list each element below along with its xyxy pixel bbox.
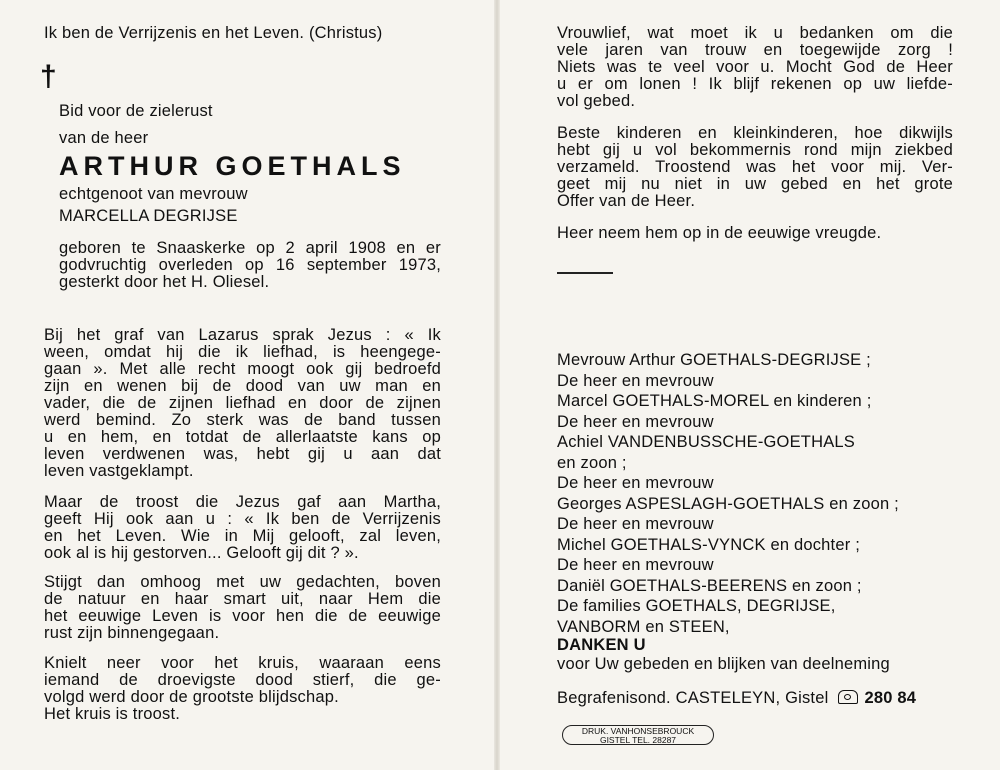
family-line: Mevrouw Arthur GOETHALS-DEGRIJSE ; bbox=[557, 351, 871, 369]
martha-paragraph bbox=[44, 494, 441, 562]
phone-number: 280 84 bbox=[864, 689, 917, 707]
birth-line: geboren te Snaaskerke op 2 april 1908 en er bbox=[59, 239, 441, 257]
deceased-name: ARTHUR GOETHALS bbox=[59, 151, 406, 181]
stijgt-paragraph bbox=[44, 574, 441, 642]
prayer-line: Bid voor de zielerust bbox=[59, 102, 213, 120]
closing-prayer: Heer neem hem op in de eeuwige vreugde. bbox=[557, 224, 882, 242]
thanks-title: DANKEN U bbox=[557, 636, 646, 654]
family-list bbox=[557, 350, 957, 637]
lazarus-paragraph bbox=[44, 327, 441, 480]
family-line: Michel GOETHALS-VYNCK en dochter ; bbox=[557, 535, 860, 554]
printer-name: DRUK. VANHONSEBROUCK bbox=[581, 726, 695, 736]
divider bbox=[557, 272, 613, 274]
left-panel bbox=[0, 0, 490, 770]
text-line: iemand de droevigste dood stierf, die ge- bbox=[44, 671, 441, 689]
spouse-name: MARCELLA DEGRIJSE bbox=[59, 207, 238, 225]
family-line: De families GOETHALS, DEGRIJSE, bbox=[557, 597, 836, 615]
text-line: ook al is hij gestorven... Gelooft gij dit ? ». bbox=[44, 544, 359, 562]
text-line: rust zijn binnengegaan. bbox=[44, 624, 220, 642]
text-line: vele jaren van trouw en toegewijde zorg ! bbox=[557, 41, 953, 59]
wife-paragraph bbox=[557, 25, 953, 110]
thanks-line: voor Uw gebeden en blijken van deelneming bbox=[557, 655, 890, 673]
text-line: Offer van de Heer. bbox=[557, 192, 696, 210]
text-line: Het kruis is troost. bbox=[44, 705, 181, 723]
text-line: hebt gij u vol bekommernis rond mijn ziekbed bbox=[557, 141, 953, 159]
text-line: Niets was te veel voor u. Mocht God de Heer bbox=[557, 58, 953, 76]
van-de-heer: van de heer bbox=[59, 129, 149, 147]
text-line: u er om lonen ! Ik blijf rekenen op uw liefde- bbox=[557, 75, 953, 93]
text-line: ween, omdat hij die ik liefhad, is heengege- bbox=[44, 343, 441, 361]
cross-icon: † bbox=[40, 60, 57, 93]
text-line: Bij het graf van Lazarus sprak Jezus : « Ik bbox=[44, 326, 441, 344]
text-line: vol gebed. bbox=[557, 92, 636, 110]
card-fold bbox=[494, 0, 500, 770]
text-line: verzameld. Troostend was het voor mij. Ver- bbox=[557, 158, 953, 176]
undertaker-line bbox=[557, 690, 916, 707]
family-line: De heer en mevrouw bbox=[557, 371, 714, 390]
text-line: volgd werd door de grootste blijdschap. bbox=[44, 688, 339, 706]
family-line: VANBORM en STEEN, bbox=[557, 617, 730, 636]
text-line: u en hem, en totdat de allerlaatste kans op bbox=[44, 428, 441, 446]
motto: Ik ben de Verrijzenis en het Leven. (Christus) bbox=[44, 24, 383, 42]
text-line: werd bemind. Zo sterk was de band tussen bbox=[44, 411, 441, 429]
text-line: vader, die de zijnen liefhad en door de zijnen bbox=[44, 394, 441, 412]
text-line: gaan ». Met alle recht moogt ook gij bedroefd bbox=[44, 360, 441, 378]
telephone-icon bbox=[838, 690, 858, 704]
children-paragraph bbox=[557, 125, 953, 210]
kruis-paragraph bbox=[44, 655, 441, 723]
undertaker-text: Begrafenisond. CASTELEYN, Gistel bbox=[557, 689, 829, 707]
text-line: leven verdwenen was, hebt gij u aan dat bbox=[44, 445, 441, 463]
text-line: het eeuwige Leven is voor hen die de eeuwige bbox=[44, 607, 441, 625]
text-line: geet mij nu niet in uw gebed en het grote bbox=[557, 175, 953, 193]
text-line: Stijgt dan omhoog met uw gedachten, boven bbox=[44, 573, 441, 591]
birth-line: godvruchtig overleden op 16 september 1973, bbox=[59, 256, 441, 274]
family-line: en zoon ; bbox=[557, 453, 627, 472]
family-line: De heer en mevrouw bbox=[557, 556, 714, 574]
text-line: de natuur en haar smart uit, naar Hem die bbox=[44, 590, 441, 608]
spouse-line: echtgenoot van mevrouw bbox=[59, 185, 248, 203]
text-line: en het Leven. Wie in Mij gelooft, zal leven, bbox=[44, 527, 441, 545]
family-line: Marcel GOETHALS-MOREL en kinderen ; bbox=[557, 392, 872, 410]
family-line: Daniël GOETHALS-BEERENS en zoon ; bbox=[557, 576, 862, 595]
printer-stamp bbox=[562, 725, 714, 745]
text-line: geeft Hij ook aan u : « Ik ben de Verrijzenis bbox=[44, 510, 441, 528]
birth-line: gesterkt door het H. Oliesel. bbox=[59, 273, 270, 291]
family-line: Georges ASPESLAGH-GOETHALS en zoon ; bbox=[557, 494, 899, 513]
text-line: Beste kinderen en kleinkinderen, hoe dikwijls bbox=[557, 124, 953, 142]
text-line: Knielt neer voor het kruis, waaraan eens bbox=[44, 654, 441, 672]
text-line: Maar de troost die Jezus gaf aan Martha, bbox=[44, 493, 441, 511]
family-line: De heer en mevrouw bbox=[557, 515, 714, 533]
printer-location: GISTEL TEL. 28287 bbox=[599, 735, 677, 745]
text-line: leven vastgeklampt. bbox=[44, 462, 194, 480]
text-line: Vrouwlief, wat moet ik u bedanken om die bbox=[557, 24, 953, 42]
family-line: De heer en mevrouw bbox=[557, 412, 714, 431]
family-line: De heer en mevrouw bbox=[557, 474, 714, 492]
birth-paragraph bbox=[59, 240, 441, 291]
text-line: zijn en wenen bij de dood van uw man en bbox=[44, 377, 441, 395]
family-line: Achiel VANDENBUSSCHE-GOETHALS bbox=[557, 433, 855, 451]
